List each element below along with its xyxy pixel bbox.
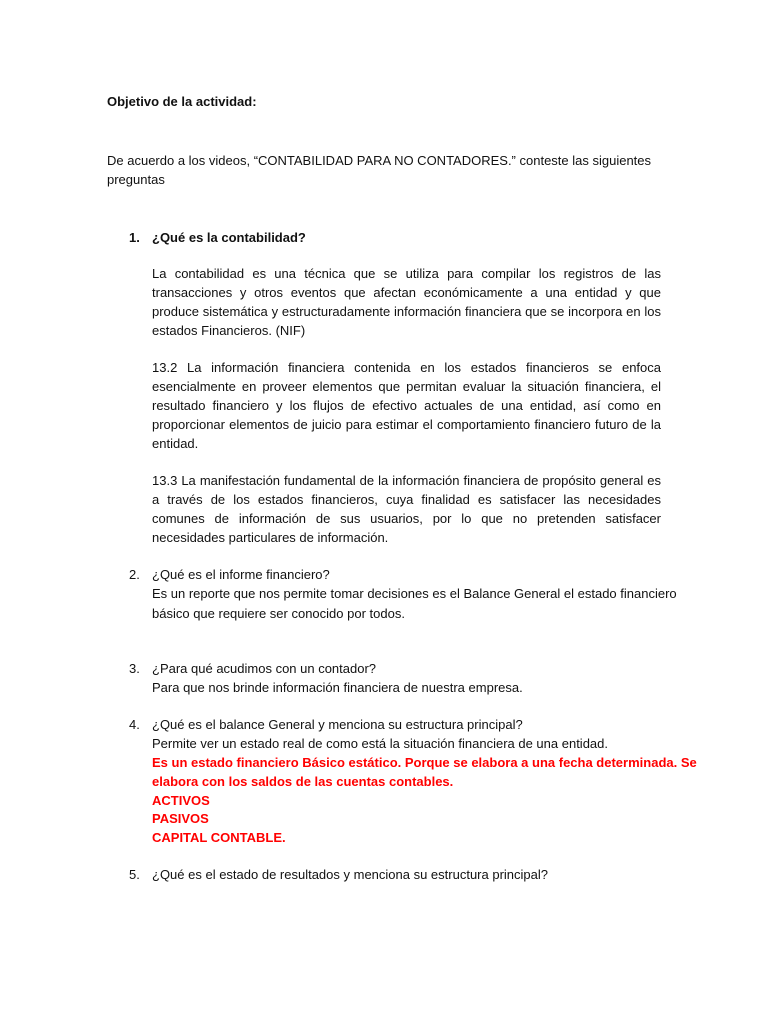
question-5-text: ¿Qué es el estado de resultados y menciona su estructura principal? (152, 867, 548, 882)
question-2-answer-line-1: Es un reporte que nos permite tomar decisiones es el Balance General el estado financiero (152, 586, 677, 601)
question-4-item-pasivos: PASIVOS (152, 811, 209, 826)
question-4-number: 4. (129, 717, 140, 732)
question-4-red-line-1: Es un estado financiero Básico estático. Porque se elabora a una fecha determinada. Se (152, 755, 697, 770)
question-4-text: ¿Qué es el balance General y menciona su estructura principal? (152, 717, 523, 732)
question-1-paragraph-1: La contabilidad es una técnica que se utiliza para compilar los registros de las transacciones y otros eventos que afectan económicamente a una entidad y que produce sistemática y estructuradamente información financiera que se incorpora en los estados Financieros. (NIF) (152, 266, 661, 338)
question-3-text: ¿Para qué acudimos con un contador? (152, 661, 377, 676)
question-5-number: 5. (129, 867, 140, 882)
question-2-text: ¿Qué es el informe financiero? (152, 567, 330, 582)
question-1-text: ¿Qué es la contabilidad? (152, 230, 306, 245)
question-4-item-activos: ACTIVOS (152, 793, 210, 808)
question-2-number: 2. (129, 567, 140, 582)
objective-heading: Objetivo de la actividad: (107, 94, 257, 109)
question-2-answer-line-2: básico que requiere ser conocido por todos. (152, 606, 405, 621)
question-3-answer: Para que nos brinde información financiera de nuestra empresa. (152, 680, 523, 695)
question-1-paragraph-3: 13.3 La manifestación fundamental de la información financiera de propósito general es a través de los estados financieros, cuya finalidad es satisfacer las necesidades comunes de información de sus usuarios, por lo que no pretenden satisfacer necesidades particulares de información. (152, 473, 661, 545)
question-1-number: 1. (129, 230, 140, 245)
question-1-paragraph-2: 13.2 La información financiera contenida en los estados financieros se enfoca esencialmente en proveer elementos que permitan evaluar la situación financiera, el resultado financiero y los flujos de efectivo actuales de una entidad, así como en proporcionar elementos de juicio para estimar el comportamiento financiero futuro de la entidad. (152, 360, 661, 451)
question-4-answer: Permite ver un estado real de como está la situación financiera de una entidad. (152, 736, 608, 751)
question-4-red-line-2: elabora con los saldos de las cuentas contables. (152, 774, 454, 789)
question-4-item-capital-contable: CAPITAL CONTABLE. (152, 830, 286, 845)
question-3-number: 3. (129, 661, 140, 676)
intro-line-1: De acuerdo a los videos, “CONTABILIDAD PARA NO CONTADORES.” conteste las siguientes (107, 153, 652, 168)
intro-line-2: preguntas (107, 172, 165, 187)
